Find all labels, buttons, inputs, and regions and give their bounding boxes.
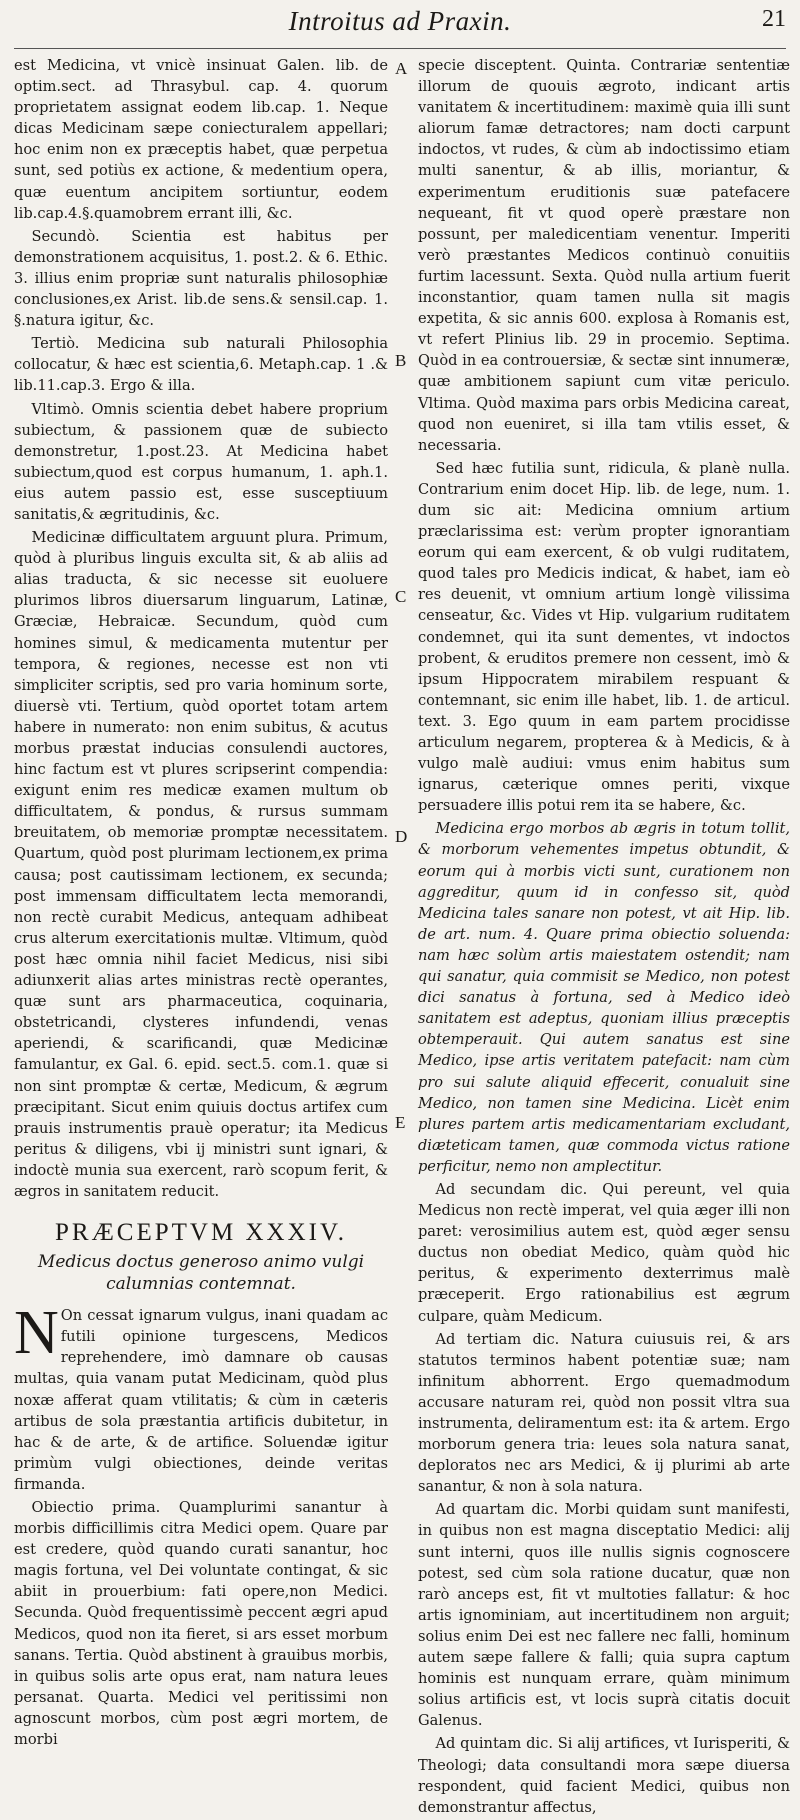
margin-letter-a: A (395, 59, 408, 78)
margin-letter-d: D (395, 827, 408, 846)
margin-letters (395, 55, 410, 1820)
paragraph: est Medicina, vt vnicè insinuat Galen. lib. de optim.sect. ad Thrasybul. cap. 4. quorum proprietatem assignat eodem lib.cap. 1. Neque dicas Medicinam sæpe coniecturalem appellari; hoc enim non ex præceptis habet, quæ perpetua sunt, sed potiùs ex actione, & medentium opera, quæ euentum ancipitem sortiuntur, eodem lib.cap.4.§.quamobrem errant illi, &c. (14, 57, 389, 222)
paragraph: Obiectio prima. Quamplurimi sanantur à morbis difficillimis citra Medici opem. Quare par est credere, quòd quando curati sanantur, hoc magis fortuna, vel Dei voluntate contingat, & sic abiit in prouerbium: fati opere,non Medici. Secunda. Quòd frequentissimè peccent ægri apud Medicos, quod non ita fieret, si ars esset morbum sanans. Tertia. Quòd abstinent à grauibus morbis, in quibus solis arte opus erat, nam natura leues persanat. Quarta. Medici vel peritissimi non agnoscunt morbos, cùm post ægri mortem, de morbi (14, 1499, 389, 1749)
precept-heading: PRÆCEPTVM XXXIV. (55, 1219, 348, 1247)
paragraph (14, 1299, 389, 1495)
margin-letter-e: E (395, 1113, 406, 1132)
paragraph: Tertiò. Medicina sub naturali Philosophia collocatur, & hæc est scientia,6. Metaph.cap. 1 .& lib.11.cap.3. Ergo & illa. (14, 335, 389, 395)
margin-letter-c: C (395, 587, 407, 606)
paragraph: Ad quintam dic. Si alij artifices, vt Iurisperiti, & Theologi; data consultandi mora sæpe diuersa respondent, quid facient Medici, quibus non demonstrantur affectus, (417, 1735, 790, 1816)
paragraph: Vltimò. Omnis scientia debet habere proprium subiectum, & passionem quæ de subiecto demonstretur, 1.post.23. At Medicina habet subiectum,quod est corpus humanum, 1. aph.1. eius autem passio est, esse susceptiuum sanitatis,& ægritudinis, &c. (14, 400, 389, 523)
right-column (418, 55, 790, 1820)
paragraph: Medicinæ difficultatem arguunt plura. Primum, quòd à pluribus linguis exculta sit, & ab aliis ad alias traducta, & sic necesse sit euoluere plurimos libros diuersarum linguarum, Latinæ, Græciæ, Hebraicæ. Secundum, quòd cum homines simul, & medicamenta mutentur per tempora, & regiones, necesse est non vti simpliciter scriptis, sed pro varia hominum sorte, diuersè vti. Tertium, quòd oportet totam artem habere in numerato: non enim subitus, & acutus morbus præstat inducias consulendi auctores, hinc factum est vt plures scripserint compendia: exigunt enim res medicæ examen multum ob difficultatem, & pondus, & rursus summam breuitatem, ob memoriæ promptæ necessitatem. Quartum, quòd post plurimam lectionem,ex prima causa; post cautissimam lectionem, ex secunda; post immensam difficultatem lecta memorandi, non rectè curabit Medicus, antequam adhibeat crus alterum exercitationis multæ. Vltimum, quòd post hæc omnia nihil faciet Medicus, nisi sibi adiunxerit alias artes ministras rectè operantes, quæ sunt ars pharmaceutica, coquinaria, obstetricandi, clysteres infundendi, venas aperiendi, & scarificandi, quæ Medicinæ famulantur, ex Gal. 6. epid. sect.5. com.1. quæ si non sint promptæ & certæ, Medicum, & ægrum præcipitant. Sicut enim quiuis doctus artifex cum prauis instrumentis prauè operatur; ita Medicus peritus & diligens, vbi ij ministri sunt ignari, & indoctè munia sua exercent, rarò scopum ferit, & ægros in sanitatem reducit. (14, 529, 389, 1200)
paragraph: Secundò. Scientia est habitus per demonstrationem acquisitus, 1. post.2. & 6. Ethic. 3. illius enim propriæ sunt naturalis philosophiæ conclusiones,ex Arist. lib.de sens.& sensil.cap. 1. §.natura igitur, &c. (14, 227, 389, 330)
text-columns (14, 55, 790, 1820)
paragraph: Sed hæc futilia sunt, ridicula, & planè nulla. Contrarium enim docet Hip. lib. de lege, num. 1. dum sic ait: Medicina omnium artium præclarissima est: verùm propter ignorantiam eorum qui eam exercent, & ob vulgi ruditatem, quod tales pro Medicis indicat, & habet, iam eò res deuenit, vt omnium artium longè vilissima censeatur, &c. Vides vt Hip. vulgarium ruditatem condemnet, qui ita sunt dementes, vt indoctos probent, & eruditos premere non cessent, imò & ipsum Hippocratem mirabilem respuant & contemnant, sic enim ille habet, lib. 1. de articul. text. 3. Ego quum in eam partem procidisse articulum negarem, propterea & à Medicis, & à vulgo malè audiui: vmus enim habitus sum ignarus, cæterique omnes periti, vixque persuadere illis potui rem ita se habere, &c. (417, 459, 790, 815)
paragraph: Ad quartam dic. Morbi quidam sunt manifesti, in quibus non est magna disceptatio Medici: alij sunt interni, quos ille nullis signis cognoscere potest, sed cùm sola ratione ducatur, quæ non rarò anceps est, fit vt multoties fallatur: & hoc artis ignominiam, aut incertitudinem non arguit; solius enim Dei est nec fallere nec falli, hominum autem sæpe fallere & falli; quia supra captum hominis est nunquam errare, quàm minimum solius artificis est, vt locis suprà citatis docuit Galenus. (417, 1501, 790, 1730)
paragraph: Ad tertiam dic. Natura cuiusuis rei, & ars statutos terminos habent potentiæ suæ; nam infinitum abhorrent. Ergo quemadmodum accusare naturam rei, quòd non possit vltra sua instrumenta, deliramentum est: ita & artem. Ergo morborum genera tria: leues sola natura sanat, deploratos nec ars Medici, & ij plurimi ab arte sanantur, & non à sola natura. (417, 1330, 790, 1496)
paragraph: Medicina ergo morbos ab ægris in totum tollit, & morborum vehementes impetus obtundit, & eorum qui à morbis victi sunt, curationem non aggreditur, quum id in confesso sit, quòd Medicina tales sanare non potest, vt ait Hip. lib. de art. num. 4. Quare prima obiectio soluenda: nam hæc solùm artis maiestatem ostendit; nam qui sanatur, quia commisit se Medico, non potest dici sanatus à fortuna, sed à Medico ideò sanitatem est adeptus, quoniam illius præceptis obtemperauit. Qui autem sanatus est sine Medico, ipse artis veritatem patefacit: nam cùm pro sui salute aliquid effecerit, conualuit sine Medico, non tamen sine Medicina. Licèt enim plures partem artis medicamentariam excludant, diæteticam tamen, quæ commoda victus ratione perficitur, nemo non amplectitur. (417, 820, 790, 1175)
precept-subtitle: Medicus doctus generoso animo vulgi calumnias contemnat. (37, 1252, 365, 1295)
drop-capital: N (14, 1299, 59, 1368)
running-head (14, 4, 786, 49)
margin-letter-b: B (395, 351, 407, 370)
page-title: Introitus ad Praxin. (288, 6, 512, 36)
paragraph-text: On cessat ignarum vulgus, inani quadam ac futili opinione turgescens, Medicos reprehendere, imò damnare ob causas multas, quia vanam putat Medicinam, quòd plus noxæ afferat quam vtilitatis; & cùm in cæteris artibus de sola præstantia artificis dubitetur, in hac & de arte, & de artifice. Soluendæ igitur primùm vulgi obiectiones, deinde veritas firmanda. (14, 1307, 389, 1493)
page-number: 21 (762, 6, 786, 32)
paragraph: Ad secundam dic. Qui pereunt, vel quia Medicus non rectè imperat, vel quia æger illi non paret: verosimilius autem est, quòd æger sensu ductus non obediat Medico, quàm quòd hic peritus, & experimento dexterrimus malè præceperit. Ergo rationabilius est ægrum culpare, quàm Medicum. (417, 1180, 790, 1325)
paragraph: specie disceptent. Quinta. Contrariæ sententiæ illorum de quouis ægroto, indicant artis vanitatem & incertitudinem: maximè quia illi sunt aliorum famæ detractores; nam docti carpunt indoctos, vt rudes, & cùm ab indoctissimo etiam multi sanentur, & ab illis, moriantur, & experimentum eruditionis suæ patefacere nequeant, fit vt quod operè præstare non possunt, per maledicentiam venentur. Imperiti verò præstantes Medicos continuò conuitiis furtim lacessunt. Sexta. Quòd nulla artium fuerit inconstantior, quam tamen nulla sit magis expetita, & sic annis 600. explosa à Romanis est, vt refert Plinius lib. 29 in procemio. Septima. Quòd in ea controuersiæ, & sectæ sint innumeræ, quæ ambitionem sapiunt cum vitæ periculo. Vltima. Quòd maxima pars orbis Medicina careat, quod non eueniret, si illa tam vtilis esset, & necessaria. (417, 57, 790, 454)
left-column (14, 55, 388, 1820)
